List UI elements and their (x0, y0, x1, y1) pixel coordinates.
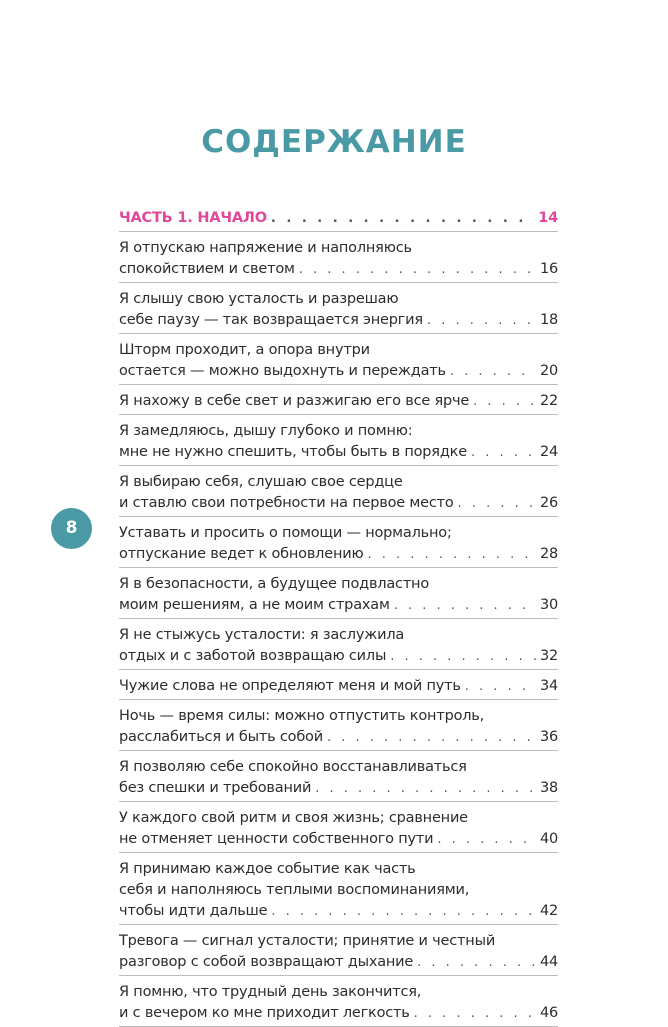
toc-entry-text: Я отпускаю напряжение и наполняюсь (119, 240, 412, 256)
toc-line (119, 646, 558, 667)
toc-line (119, 208, 558, 229)
dot-leader (414, 1003, 536, 1024)
toc-line (119, 829, 558, 850)
toc-entry-text: без спешки и требований (119, 780, 312, 796)
toc-entry-text: Уставать и просить о помощи — нормально; (119, 525, 452, 541)
toc-entry-text: Шторм проходит, а опора внутри (119, 342, 370, 358)
toc-line (119, 901, 558, 922)
toc-line (119, 931, 558, 952)
toc-line (119, 289, 558, 310)
toc-entry-text: и ставлю свои потребности на первое место (119, 495, 454, 511)
toc-line (119, 472, 558, 493)
page-number-badge: 8 (51, 508, 92, 549)
toc-entry (119, 700, 558, 751)
toc-line (119, 361, 558, 382)
toc-entry (119, 517, 558, 568)
toc-line (119, 727, 558, 748)
toc-entry-text: Я позволяю себе спокойно восстанавливаться (119, 759, 467, 775)
dot-leader (299, 259, 536, 280)
dot-leader (315, 778, 536, 799)
toc-entry-text: моим решениям, а не моим страхам (119, 597, 390, 613)
dot-leader (450, 361, 536, 382)
toc-entry-text: спокойствием и светом (119, 261, 295, 277)
dot-leader (473, 391, 536, 412)
dot-leader (437, 829, 536, 850)
toc-entry-text: чтобы идти дальше (119, 903, 268, 919)
dot-leader (394, 595, 536, 616)
toc-line (119, 574, 558, 595)
toc-line (119, 778, 558, 799)
toc-entry (119, 466, 558, 517)
toc-page-number: 38 (539, 780, 558, 796)
toc-line (119, 493, 558, 514)
toc-page-number: 42 (539, 903, 558, 919)
toc-page-number: 24 (539, 444, 558, 460)
toc-page-number: 34 (539, 678, 558, 694)
toc-entry-text: расслабиться и быть собой (119, 729, 323, 745)
toc-entry-text: и с вечером ко мне приходит легкость (119, 1005, 410, 1021)
toc-entry-text: отпускание ведет к обновлению (119, 546, 364, 562)
toc-line (119, 544, 558, 565)
toc-line (119, 595, 558, 616)
toc-page-number: 18 (539, 312, 558, 328)
toc-page-number: 46 (539, 1005, 558, 1021)
toc-line (119, 340, 558, 361)
toc-line (119, 259, 558, 280)
toc-entry-text: Я принимаю каждое событие как часть (119, 861, 416, 877)
toc-line (119, 880, 558, 901)
toc-entry-text: Я в безопасности, а будущее подвластно (119, 576, 430, 592)
toc-entry (119, 670, 558, 700)
toc-entry (119, 802, 558, 853)
toc-entry (119, 415, 558, 466)
toc-line (119, 952, 558, 973)
dot-leader (327, 727, 536, 748)
toc-entry (119, 385, 558, 415)
toc-entry-text: Я слышу свою усталость и разрешаю (119, 291, 399, 307)
toc-line (119, 1003, 558, 1024)
toc-entry-text: Я выбираю себя, слушаю свое сердце (119, 474, 403, 490)
toc-line (119, 757, 558, 778)
toc-entry-text: остается — можно выдохнуть и переждать (119, 363, 446, 379)
toc-entry (119, 283, 558, 334)
toc-page-number: 36 (539, 729, 558, 745)
toc-page-number: 30 (539, 597, 558, 613)
toc-entry-text: Тревога — сигнал усталости; принятие и честный (119, 933, 496, 949)
toc-line (119, 523, 558, 544)
dot-leader (465, 676, 536, 697)
toc-page-number: 26 (539, 495, 558, 511)
dot-leader (390, 646, 536, 667)
dot-leader (471, 442, 536, 463)
dot-leader (427, 310, 536, 331)
page-title: СОДЕРЖАНИЕ (201, 124, 467, 160)
toc-entry (119, 334, 558, 385)
toc-page-number: 28 (539, 546, 558, 562)
toc-page-number: 40 (539, 831, 558, 847)
toc-line (119, 706, 558, 727)
toc-entry-text: себя и наполняюсь теплыми воспоминаниями, (119, 882, 470, 898)
toc-line (119, 238, 558, 259)
toc-entry (119, 751, 558, 802)
toc-line (119, 676, 558, 697)
dot-leader (458, 493, 536, 514)
toc-line (119, 625, 558, 646)
toc-entry (119, 925, 558, 976)
dot-leader (271, 208, 534, 229)
toc-line (119, 391, 558, 412)
toc-entry (119, 619, 558, 670)
toc-part-heading (119, 202, 558, 232)
toc-entry-text: У каждого свой ритм и своя жизнь; сравнение (119, 810, 468, 826)
toc-entry-text: себе паузу — так возвращается энергия (119, 312, 423, 328)
toc-page-number: 32 (539, 648, 558, 664)
toc-entry-text: Ночь — время силы: можно отпустить контроль, (119, 708, 485, 724)
toc-entry-text: Я помню, что трудный день закончится, (119, 984, 422, 1000)
toc-entry-text: отдых и с заботой возвращаю силы (119, 648, 387, 664)
dot-leader (271, 901, 536, 922)
toc-entry-text: Я не стыжусь усталости: я заслужила (119, 627, 405, 643)
toc-line (119, 310, 558, 331)
toc-line (119, 442, 558, 463)
table-of-contents (119, 202, 558, 1027)
toc-page-number: 20 (539, 363, 558, 379)
toc-page-number: 44 (539, 954, 558, 970)
toc-entry-text: мне не нужно спешить, чтобы быть в порядке (119, 444, 467, 460)
toc-entry-text: Я нахожу в себе свет и разжигаю его все ярче (119, 393, 470, 409)
dot-leader (367, 544, 535, 565)
toc-entry-text: Чужие слова не определяют меня и мой путь (119, 678, 461, 694)
toc-entry (119, 568, 558, 619)
toc-page-number: 14 (538, 210, 558, 226)
dot-leader (417, 952, 536, 973)
toc-entry-text: разговор с собой возвращают дыхание (119, 954, 414, 970)
toc-entry (119, 853, 558, 925)
toc-page-number: 16 (539, 261, 558, 277)
toc-line (119, 421, 558, 442)
toc-line (119, 859, 558, 880)
toc-entry (119, 232, 558, 283)
toc-entry-text: Я замедляюсь, дышу глубоко и помню: (119, 423, 413, 439)
toc-entry-text: не отменяет ценности собственного пути (119, 831, 434, 847)
toc-entry (119, 976, 558, 1027)
toc-line (119, 808, 558, 829)
toc-page-number: 22 (539, 393, 558, 409)
toc-entry-text: ЧАСТЬ 1. НАЧАЛО (119, 210, 267, 226)
